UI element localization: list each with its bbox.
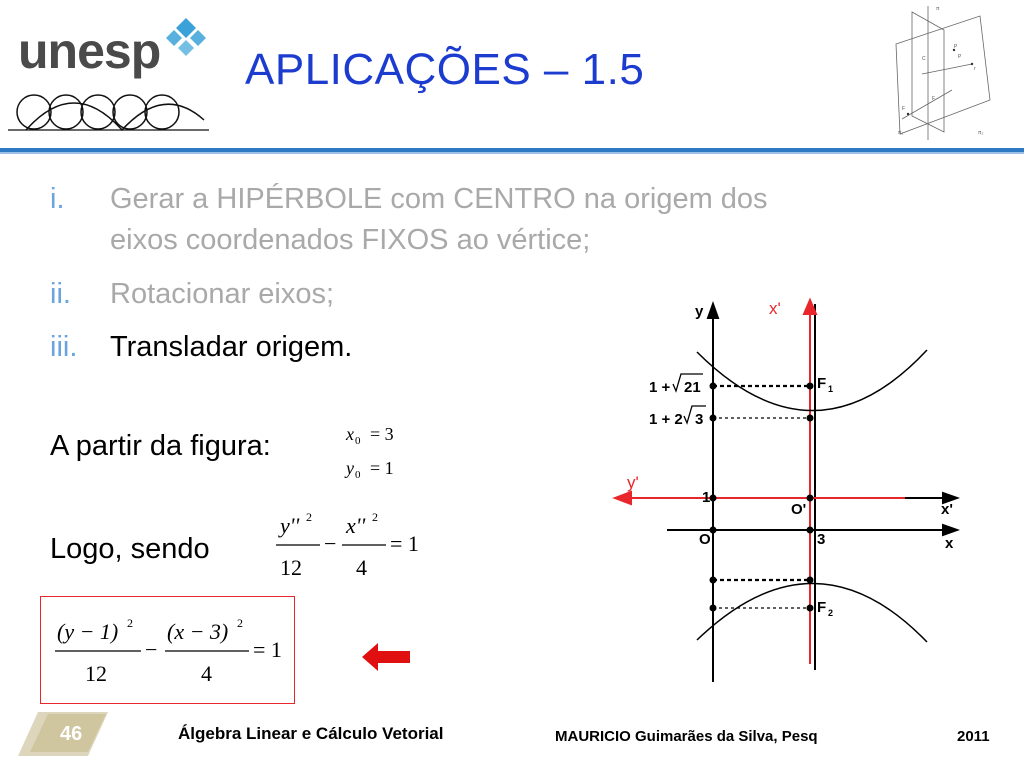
page-title: APLICAÇÕES – 1.5 [245, 45, 645, 94]
mini-label-c: C [922, 56, 926, 62]
label-f1-sub: 1 [828, 384, 834, 394]
then-text: Logo, sendo [50, 533, 210, 565]
logo-circles-icon [4, 90, 209, 135]
label-origin-prime: O' [791, 501, 807, 518]
mini-label-p1: P [954, 44, 958, 50]
highlight-box [40, 596, 295, 704]
eq2-exponent-2: 2 [237, 616, 243, 630]
slide-number: 46 [60, 723, 83, 745]
label-f1: F [817, 375, 827, 392]
list-item-iii [50, 330, 77, 364]
eq1-rhs: = 1 [390, 531, 419, 556]
label-y: y [695, 303, 704, 320]
hyperbola-upper-branch [697, 350, 927, 411]
eq2-numerator-2: (x − 3) [167, 619, 229, 644]
y-axis-arrow [708, 304, 718, 318]
logo-diamond-icon [160, 16, 212, 64]
label-mid-value: 1 + 2 [649, 411, 683, 428]
eq2-minus: − [145, 637, 158, 662]
label-x: x [945, 535, 954, 552]
eq2-exponent-1: 2 [127, 616, 133, 630]
hyperbola-lower-branch [697, 583, 927, 642]
origin-equations [340, 418, 420, 486]
list-number: iii. [50, 331, 78, 363]
eq1-minus: − [324, 531, 337, 556]
left-arrow-icon [360, 640, 414, 674]
label-top-radicand: 21 [684, 379, 701, 396]
hyperbola-graph [605, 290, 970, 690]
rotated-y-axis-arrow [615, 492, 631, 504]
mini-label-r: r [974, 66, 976, 72]
label-tick-3: 3 [817, 531, 826, 548]
hyperbola-equation-translated [41, 597, 294, 703]
list-item-i [50, 182, 65, 216]
from-figure-text: A partir da figura: [50, 430, 271, 462]
label-y-prime: y' [627, 473, 639, 492]
label-f2: F [817, 599, 827, 616]
x0-symbol: x [346, 424, 354, 444]
hyperbola-equation-rotated [268, 505, 438, 585]
eq2-rhs: = 1 [253, 637, 282, 662]
list-item-iii-text: Transladar origem. [110, 331, 353, 363]
list-item-ii [50, 277, 71, 311]
eq2-denominator-1: 12 [85, 661, 107, 686]
eq1-numerator-2: x'' [346, 513, 366, 538]
label-mid-radicand: 3 [695, 411, 704, 428]
footer-course: Álgebra Linear e Cálculo Vetorial [178, 724, 444, 743]
x0-value: = 3 [370, 424, 394, 444]
label-top-value: 1 + [649, 379, 671, 396]
list-item-i-line2: eixos coordenados FIXOS ao vértice; [110, 224, 591, 256]
footer-author: MAURICIO Guimarães da Silva, Pesq [555, 728, 818, 745]
eq1-exponent-2: 2 [372, 510, 378, 524]
eq1-denominator-2: 4 [356, 555, 367, 580]
label-tick-1: 1 [702, 489, 711, 506]
list-item-ii-text: Rotacionar eixos; [110, 278, 335, 310]
y0-subscript: 0 [355, 469, 361, 481]
label-x-prime-axis: x' [941, 501, 953, 518]
x0-subscript: 0 [355, 435, 361, 447]
eq1-exponent-1: 2 [306, 510, 312, 524]
mini-label-pi1: π₁ [898, 130, 904, 136]
mini-label-f1: F [932, 96, 936, 102]
header-rule-light [0, 152, 1024, 154]
eq2-denominator-2: 4 [201, 661, 212, 686]
label-f2-sub: 2 [828, 608, 834, 618]
planes-diagram [892, 4, 992, 144]
eq1-numerator-1: y'' [280, 513, 300, 538]
mini-label-pi: π [936, 6, 940, 12]
x-axis-arrow [943, 525, 957, 535]
eq1-denominator-1: 12 [280, 555, 302, 580]
mini-label-p2: P [958, 54, 962, 60]
mini-label-pi2: π₂ [978, 130, 984, 136]
label-x-prime: x' [769, 299, 781, 318]
slide-number-badge [18, 708, 108, 760]
footer-year: 2011 [957, 728, 990, 745]
y0-symbol: y [346, 458, 354, 478]
y0-value: = 1 [370, 458, 394, 478]
list-item-i-line1: Gerar a HIPÉRBOLE com CENTRO na origem dos [110, 183, 768, 215]
logo-wordmark: unesp [18, 23, 161, 79]
list-number: ii. [50, 278, 71, 310]
mini-label-f: F [902, 106, 906, 112]
label-origin: O [699, 531, 711, 548]
list-number: i. [50, 183, 65, 215]
eq2-numerator-1: (y − 1) [57, 619, 119, 644]
